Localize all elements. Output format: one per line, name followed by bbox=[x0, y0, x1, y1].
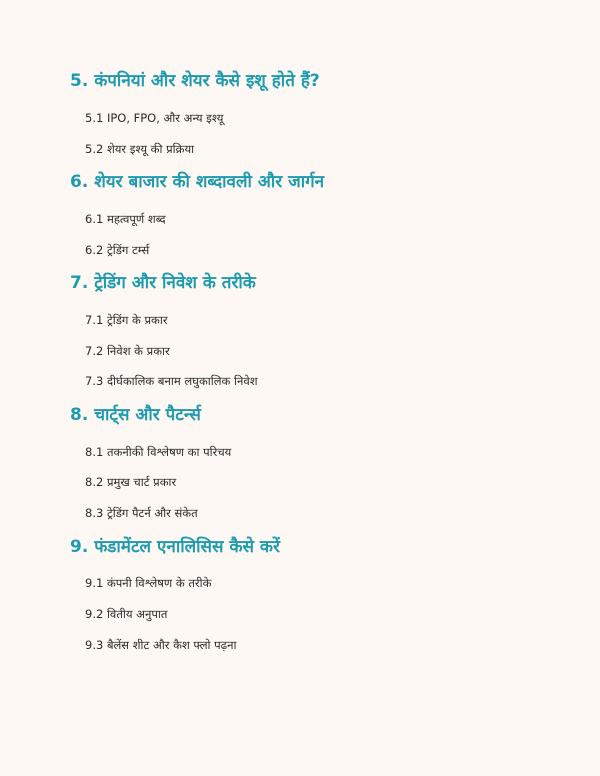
toc-item-7-3: 7.3 दीर्घकालिक बनाम लघुकालिक निवेश bbox=[85, 374, 258, 388]
toc-item-9-3: 9.3 बैलेंस शीट और कैश फ्लो पढ़ना bbox=[85, 638, 237, 652]
toc-item-7-2: 7.2 निवेश के प्रकार bbox=[85, 344, 170, 358]
toc-item-7-1: 7.1 ट्रेडिंग के प्रकार bbox=[85, 313, 168, 327]
toc-item-8-1: 8.1 तकनीकी विश्लेषण का परिचय bbox=[85, 445, 232, 459]
chapter-5-heading: 5. कंपनियां और शेयर कैसे इशू होते हैं? bbox=[70, 71, 320, 91]
chapter-8-heading: 8. चार्ट्स और पैटर्न्स bbox=[70, 405, 201, 425]
toc-item-9-2: 9.2 वितीय अनुपात bbox=[85, 607, 168, 621]
toc-item-8-2: 8.2 प्रमुख चार्ट प्रकार bbox=[85, 475, 177, 489]
toc-item-9-1: 9.1 कंपनी विश्लेषण के तरीके bbox=[85, 576, 212, 590]
chapter-6-heading: 6. शेयर बाजार की शब्दावली और जार्गन bbox=[70, 172, 325, 192]
toc-item-5-2: 5.2 शेयर इश्यू की प्रक्रिया bbox=[85, 142, 195, 156]
chapter-7-heading: 7. ट्रेडिंग और निवेश के तरीके bbox=[70, 273, 256, 293]
toc-item-5-1: 5.1 IPO, FPO, और अन्य इश्यू bbox=[85, 111, 224, 125]
toc-item-6-1: 6.1 महत्वपूर्ण शब्द bbox=[85, 212, 166, 226]
toc-item-8-3: 8.3 ट्रेडिंग पैटर्न और संकेत bbox=[85, 506, 198, 520]
chapter-9-heading: 9. फंडामेंटल एनालिसिस कैसे करें bbox=[70, 537, 280, 557]
toc-item-6-2: 6.2 ट्रेडिंग टर्म्स bbox=[85, 243, 150, 257]
